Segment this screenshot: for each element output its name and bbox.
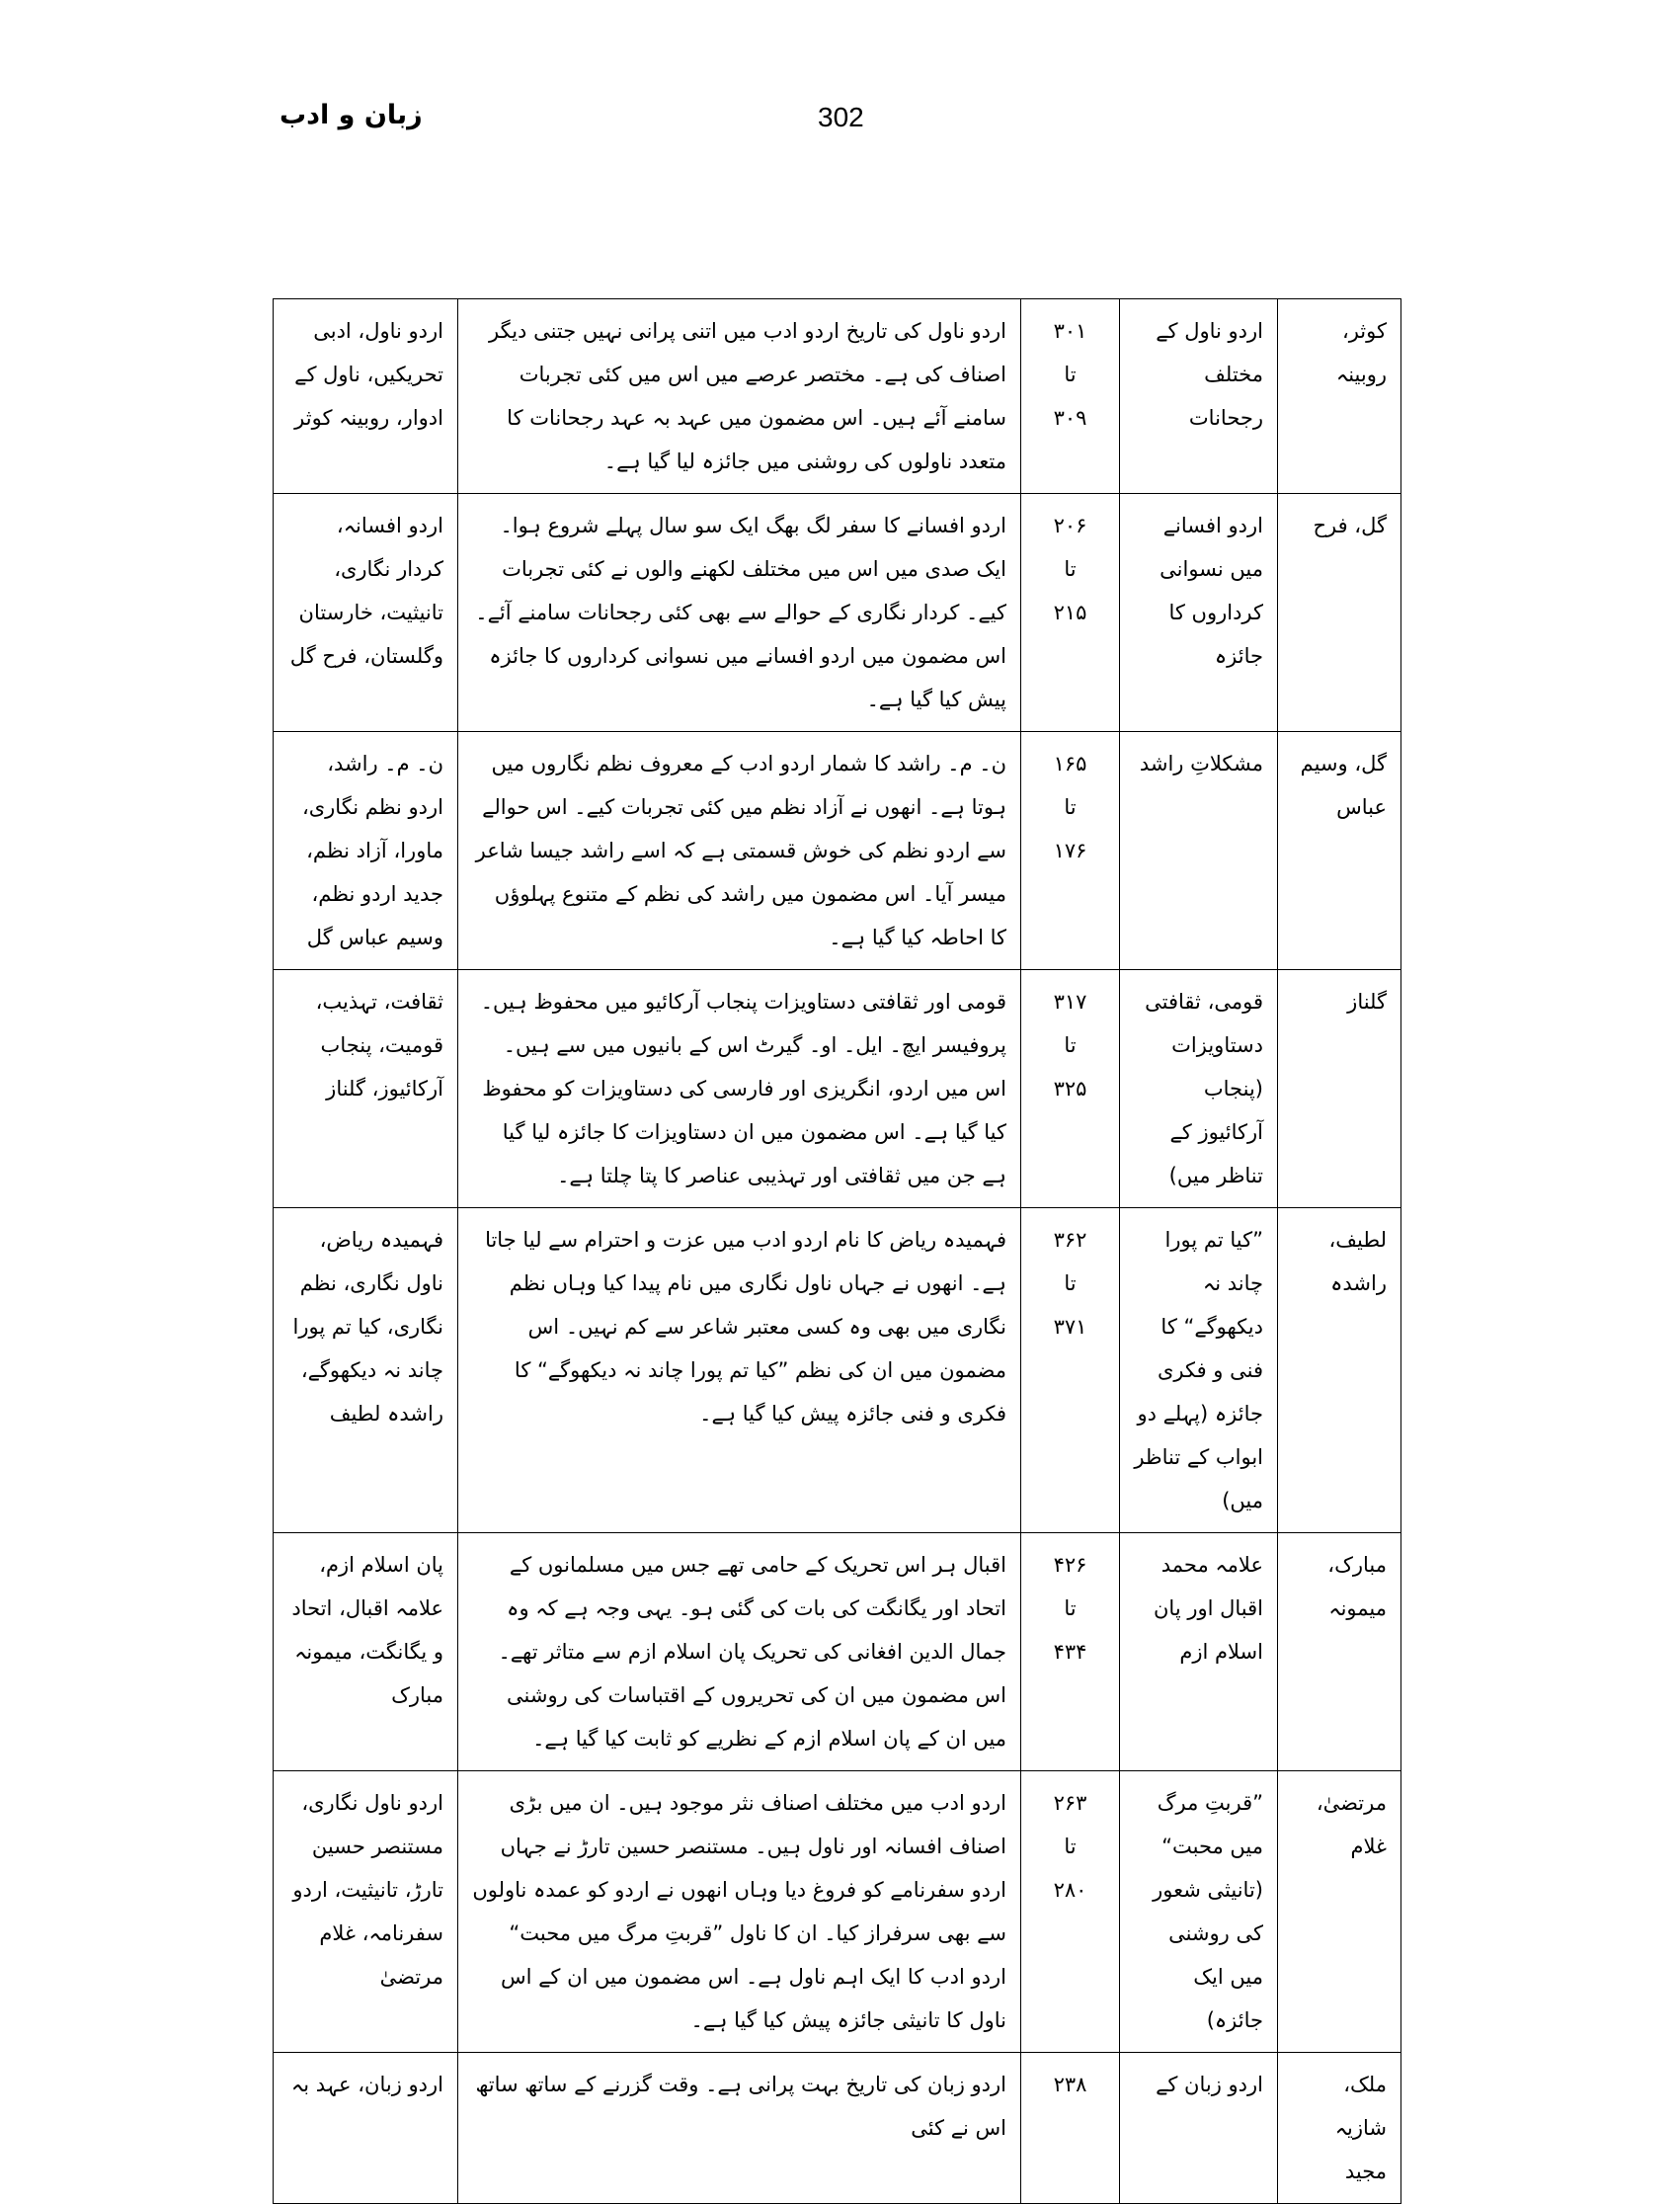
page-range-cell	[1021, 1771, 1120, 2053]
page-range-cell	[1021, 1208, 1120, 1533]
table-row	[274, 1208, 1401, 1533]
page-range-line: ۲۰۶	[1053, 514, 1087, 537]
keywords-cell: اردو افسانہ، کردار نگاری، تانیثیت، خارستان وگلستان، فرح گل	[274, 494, 458, 732]
page-range-line: ۱۶۵	[1053, 752, 1087, 775]
page-range-cell	[1021, 2053, 1120, 2204]
abstract-cell: اردو ادب میں مختلف اصناف نثر موجود ہیں۔ ان میں بڑی اصناف افسانہ اور ناول ہیں۔ مستنصر حسین تارڑ نے جہاں اردو سفرنامے کو فروغ دیا وہاں انھوں نے اردو کو عمدہ ناولوں سے بھی سرفراز کیا۔ ان کا ناول ”قربتِ مرگ میں محبت“ اردو ادب کا ایک اہم ناول ہے۔ اس مضمون میں ان کے اس ناول کا تانیثی جائزہ پیش کیا گیا ہے۔	[458, 1771, 1021, 2053]
page-range-line: ۱۷۶	[1053, 839, 1087, 862]
page-range-line: ۲۸۰	[1053, 1878, 1087, 1902]
page-range-cell	[1021, 299, 1120, 494]
keywords-cell: اردو ناول نگاری، مستنصر حسین تارڑ، تانیثیت، اردو سفرنامہ، غلام مرتضیٰ	[274, 1771, 458, 2053]
abstract-cell: فہمیدہ ریاض کا نام اردو ادب میں عزت و احترام سے لیا جاتا ہے۔ انھوں نے جہاں ناول نگاری میں نام پیدا کیا وہاں نظم نگاری میں بھی وہ کسی معتبر شاعر سے کم نہیں۔ اس مضمون میں ان کی نظم ”کیا تم پورا چاند نہ دیکھوگے“ کا فکری و فنی جائزہ پیش کیا گیا ہے۔	[458, 1208, 1021, 1533]
article-title-cell: ”قربتِ مرگ میں محبت“ (تانیثی شعور کی روشنی میں ایک جائزہ)	[1120, 1771, 1278, 2053]
keywords-cell: ثقافت، تہذیب، قومیت، پنجاب آرکائیوز، گلناز	[274, 970, 458, 1208]
page-range-line: ۳۲۵	[1053, 1077, 1087, 1101]
author-cell: گل، فرح	[1278, 494, 1401, 732]
keywords-cell: فہمیدہ ریاض، ناول نگاری، نظم نگاری، کیا تم پورا چاند نہ دیکھوگے، راشدہ لطیف	[274, 1208, 458, 1533]
page-range-line: تا	[1064, 1596, 1077, 1620]
page-range-line: ۳۰۱	[1053, 319, 1087, 343]
author-cell: گل، وسیم عباس	[1278, 732, 1401, 970]
page-range-line: ۲۶۳	[1053, 1791, 1087, 1815]
table-row	[274, 1771, 1401, 2053]
article-index-table	[273, 298, 1401, 2204]
table-row	[274, 2053, 1401, 2204]
article-title-cell: مشکلاتِ راشد	[1120, 732, 1278, 970]
table-row	[274, 494, 1401, 732]
author-cell: مرتضیٰ، غلام	[1278, 1771, 1401, 2053]
abstract-cell: ن۔ م۔ راشد کا شمار اردو ادب کے معروف نظم نگاروں میں ہوتا ہے۔ انھوں نے آزاد نظم میں کئی تجربات کیے۔ اس حوالے سے اردو نظم کی خوش قسمتی ہے کہ اسے راشد جیسا شاعر میسر آیا۔ اس مضمون میں راشد کی نظم کے متنوع پہلوؤں کا احاطہ کیا گیا ہے۔	[458, 732, 1021, 970]
page-range-line: ۳۶۲	[1053, 1228, 1087, 1252]
article-title-cell: قومی، ثقافتی دستاویزات (پنجاب آرکائیوز کے تناظر میں)	[1120, 970, 1278, 1208]
table-row	[274, 1533, 1401, 1771]
author-cell: ملک، شازیہ مجید	[1278, 2053, 1401, 2204]
article-title-cell: اردو زبان کے	[1120, 2053, 1278, 2204]
table-row	[274, 299, 1401, 494]
page-range-line: تا	[1064, 1835, 1077, 1858]
page-range-line: تا	[1064, 1271, 1077, 1295]
table-row	[274, 732, 1401, 970]
page-range-cell	[1021, 494, 1120, 732]
page-range-line: ۳۱۷	[1053, 990, 1087, 1014]
page-range-line: تا	[1064, 557, 1077, 581]
page-range-line: تا	[1064, 1033, 1077, 1057]
abstract-cell: قومی اور ثقافتی دستاویزات پنجاب آرکائیو میں محفوظ ہیں۔ پروفیسر ایچ۔ ایل۔ او۔ گیرٹ اس کے بانیوں میں سے ہیں۔ اس میں اردو، انگریزی اور فارسی کی دستاویزات کو محفوظ کیا گیا ہے۔ اس مضمون میں ان دستاویزات کا جائزہ لیا گیا ہے جن میں ثقافتی اور تہذیبی عناصر کا پتا چلتا ہے۔	[458, 970, 1021, 1208]
page-range-line: ۲۱۵	[1053, 601, 1087, 624]
article-title-cell: علامہ محمد اقبال اور پان اسلام ازم	[1120, 1533, 1278, 1771]
abstract-cell: اردو ناول کی تاریخ اردو ادب میں اتنی پرانی نہیں جتنی دیگر اصناف کی ہے۔ مختصر عرصے میں اس میں کئی تجربات سامنے آئے ہیں۔ اس مضمون میں عہد بہ عہد رجحانات کا متعدد ناولوں کی روشنی میں جائزہ لیا گیا ہے۔	[458, 299, 1021, 494]
article-title-cell: اردو ناول کے مختلف رجحانات	[1120, 299, 1278, 494]
journal-title: زبان و ادب	[280, 100, 423, 130]
keywords-cell: ن۔ م۔ راشد، اردو نظم نگاری، ماورا، آزاد نظم، جدید اردو نظم، وسیم عباس گل	[274, 732, 458, 970]
author-cell: مبارک، میمونہ	[1278, 1533, 1401, 1771]
keywords-cell: اردو ناول، ادبی تحریکیں، ناول کے ادوار، روبینہ کوثر	[274, 299, 458, 494]
table-row	[274, 970, 1401, 1208]
abstract-cell: اردو زبان کی تاریخ بہت پرانی ہے۔ وقت گزرنے کے ساتھ ساتھ اس نے کئی	[458, 2053, 1021, 2204]
author-cell: کوثر، روبینہ	[1278, 299, 1401, 494]
author-cell: لطیف، راشدہ	[1278, 1208, 1401, 1533]
page-range-line: ۲۳۸	[1053, 2073, 1087, 2096]
page-range-line: تا	[1064, 795, 1077, 819]
page-range-cell	[1021, 1533, 1120, 1771]
article-rows	[274, 299, 1401, 2204]
page-range-line: ۴۳۴	[1053, 1640, 1087, 1664]
page-range-line: ۳۷۱	[1053, 1315, 1087, 1339]
keywords-cell: پان اسلام ازم، علامہ اقبال، اتحاد و یگانگت، میمونہ مبارک	[274, 1533, 458, 1771]
keywords-cell: اردو زبان، عہد بہ	[274, 2053, 458, 2204]
abstract-cell: اقبال ہر اس تحریک کے حامی تھے جس میں مسلمانوں کے اتحاد اور یگانگت کی بات کی گئی ہو۔ یہی وجہ ہے کہ وہ جمال الدین افغانی کی تحریک پان اسلام ازم سے متاثر تھے۔ اس مضمون میں ان کی تحریروں کے اقتباسات کی روشنی میں ان کے پان اسلام ازم کے نظریے کو ثابت کیا گیا ہے۔	[458, 1533, 1021, 1771]
page-range-line: ۴۲۶	[1053, 1553, 1087, 1577]
page-range-line: تا	[1064, 363, 1077, 386]
page-range-cell	[1021, 732, 1120, 970]
abstract-cell: اردو افسانے کا سفر لگ بھگ ایک سو سال پہلے شروع ہوا۔ ایک صدی میں اس میں مختلف لکھنے والوں نے کئی تجربات کیے۔ کردار نگاری کے حوالے سے بھی کئی رجحانات سامنے آئے۔ اس مضمون میں اردو افسانے میں نسوانی کرداروں کا جائزہ پیش کیا گیا ہے۔	[458, 494, 1021, 732]
author-cell: گلناز	[1278, 970, 1401, 1208]
page-number: 302	[818, 102, 864, 132]
article-title-cell: ”کیا تم پورا چاند نہ دیکھوگے“ کا فنی و فکری جائزہ (پہلے دو ابواب کے تناظر میں)	[1120, 1208, 1278, 1533]
page-range-line: ۳۰۹	[1053, 406, 1087, 430]
page-range-cell	[1021, 970, 1120, 1208]
article-title-cell: اردو افسانے میں نسوانی کرداروں کا جائزہ	[1120, 494, 1278, 732]
